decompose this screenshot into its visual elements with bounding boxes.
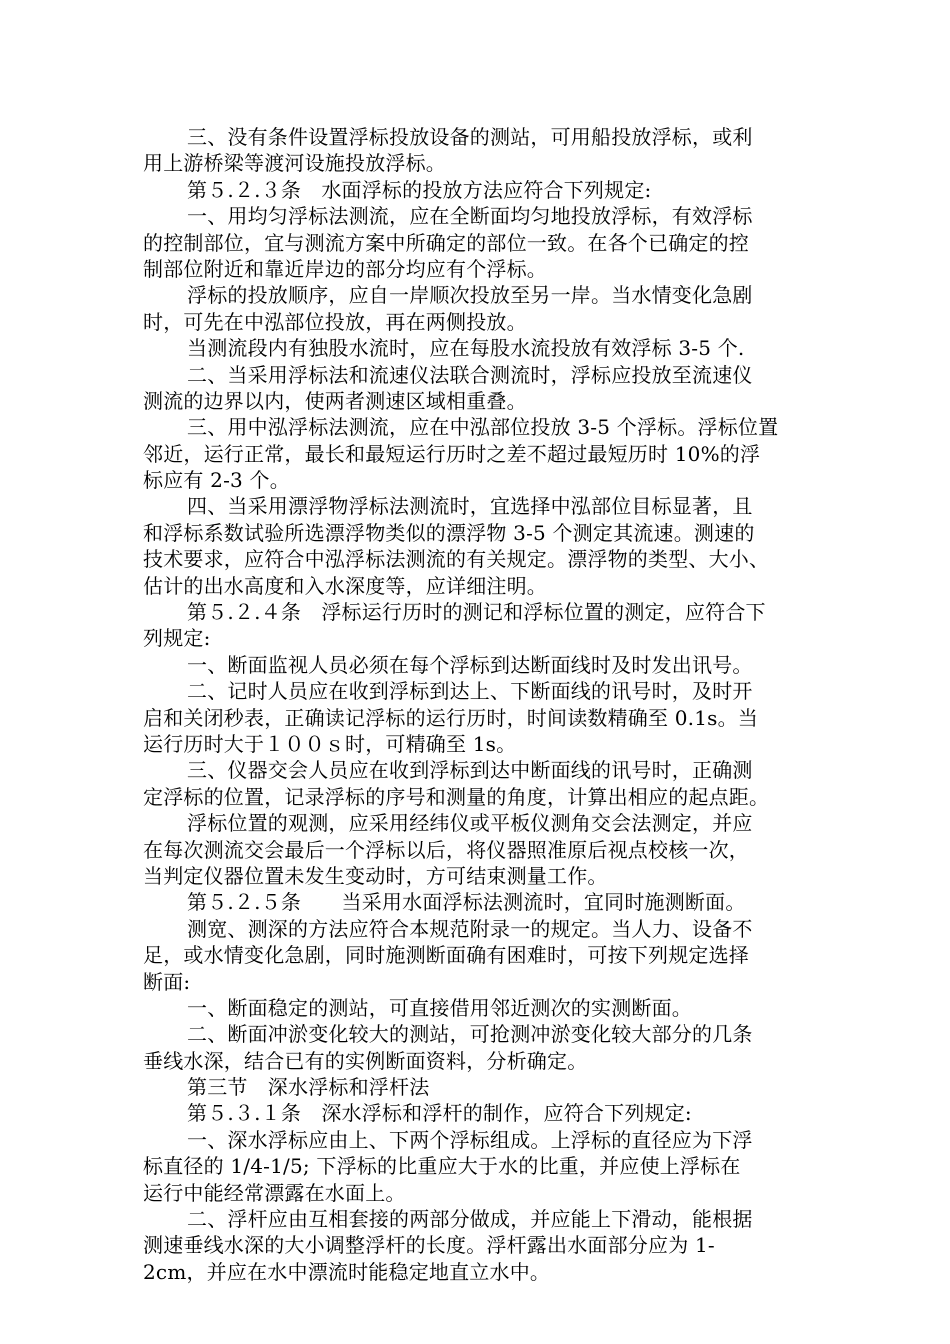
text-line: 当测流段内有独股水流时，应在每股水流投放有效浮标 3-5 个. (187, 336, 745, 361)
text-line: 技术要求，应符合中泓浮标法测流的有关规定。漂浮物的类型、大小、 (143, 547, 770, 572)
text-line: 一、断面稳定的测站，可直接借用邻近测次的实测断面。 (187, 995, 692, 1020)
text-line: 足，或水情变化急剧，同时施测断面确有困难时，可按下列规定选择 (143, 943, 749, 968)
text-line: 在每次测流交会最后一个浮标以后，将仪器照准原后视点校核一次， (143, 837, 749, 862)
text-line: 三、仪器交会人员应在收到浮标到达中断面线的讯号时，正确测 (187, 758, 753, 783)
text-line: 浮标的投放顺序，应自一岸顺次投放至另一岸。当水情变化急剧 (187, 283, 753, 308)
text-line: 制部位附近和靠近岸边的部分均应有个浮标。 (143, 256, 547, 281)
text-line: 和浮标系数试验所选漂浮物类似的漂浮物 3-5 个测定其流速。测速的 (143, 520, 755, 545)
text-line: 的控制部位，宜与测流方案中所确定的部位一致。在各个已确定的控 (143, 230, 749, 255)
text-line: 二、断面冲淤变化较大的测站，可抢测冲淤变化较大部分的几条 (187, 1022, 753, 1047)
text-line: 二、浮杆应由互相套接的两部分做成，并应能上下滑动，能根据 (187, 1207, 753, 1232)
text-line: 启和关闭秒表，正确读记浮标的运行历时，时间读数精确至 0.1s。当 (143, 705, 759, 730)
text-line: 时，可先在中泓部位投放，再在两侧投放。 (143, 309, 527, 334)
text-line: 标直径的 1/4-1/5; 下浮标的比重应大于水的比重，并应使上浮标在 (143, 1154, 741, 1179)
text-line: 一、深水浮标应由上、下两个浮标组成。上浮标的直径应为下浮 (187, 1127, 753, 1152)
text-line: 断面: (143, 969, 191, 994)
text-line: 列规定: (143, 626, 211, 651)
text-line: 第５.２.５条 当采用水面浮标法测流时，宜同时施测断面。 (187, 890, 746, 915)
text-line: 估计的出水高度和入水深度等，应详细注明。 (143, 573, 547, 598)
text-line: 二、记时人员应在收到浮标到达上、下断面线的讯号时，及时开 (187, 679, 753, 704)
text-line: 2cm，并应在水中漂流时能稳定地直立水中。 (143, 1259, 551, 1284)
text-line: 第５.２.３条 水面浮标的投放方法应符合下列规定: (187, 177, 652, 202)
text-line: 浮标位置的观测，应采用经纬仪或平板仪测角交会法测定，并应 (187, 811, 753, 836)
text-line: 标应有 2-3 个。 (143, 468, 290, 493)
text-line: 四、当采用漂浮物浮标法测流时，宜选择中泓部位目标显著，且 (187, 494, 753, 519)
text-line: 定浮标的位置，记录浮标的序号和测量的角度，计算出相应的起点距。 (143, 784, 770, 809)
text-line: 用上游桥梁等渡河设施投放浮标。 (143, 151, 446, 176)
text-line: 三、没有条件设置浮标投放设备的测站，可用船投放浮标，或利 (187, 125, 753, 149)
text-line: 测宽、测深的方法应符合本规范附录一的规定。当人力、设备不 (187, 916, 753, 941)
text-line: 一、断面监视人员必须在每个浮标到达断面线时及时发出讯号。 (187, 652, 753, 677)
text-line: 三、用中泓浮标法测流，应在中泓部位投放 3-5 个浮标。浮标位置 (187, 415, 779, 440)
text-line: 垂线水深，结合已有的实例断面资料，分析确定。 (143, 1048, 588, 1073)
text-line: 第５.２.４条 浮标运行历时的测记和浮标位置的测定，应符合下 (187, 600, 766, 625)
text-line: 第三节 深水浮标和浮杆法 (187, 1075, 430, 1100)
text-line: 二、当采用浮标法和流速仪法联合测流时，浮标应投放至流速仪 (187, 362, 753, 387)
text-line: 运行历时大于１００ｓ时，可精确至 1s。 (143, 731, 517, 756)
text-line: 运行中能经常漂露在水面上。 (143, 1180, 406, 1205)
text-line: 第５.３.１条 深水浮标和浮杆的制作，应符合下列规定: (187, 1101, 692, 1126)
text-line: 测流的边界以内，使两者测速区域相重叠。 (143, 388, 527, 413)
text-line: 一、用均匀浮标法测流，应在全断面均匀地投放浮标，有效浮标 (187, 204, 753, 229)
text-line: 测速垂线水深的大小调整浮杆的长度。浮杆露出水面部分应为 1- (143, 1233, 715, 1258)
text-line: 邻近，运行正常，最长和最短运行历时之差不超过最短历时 10%的浮 (143, 441, 761, 466)
text-line: 当判定仪器位置未发生变动时，方可结束测量工作。 (143, 863, 608, 888)
document-body (143, 124, 808, 1285)
